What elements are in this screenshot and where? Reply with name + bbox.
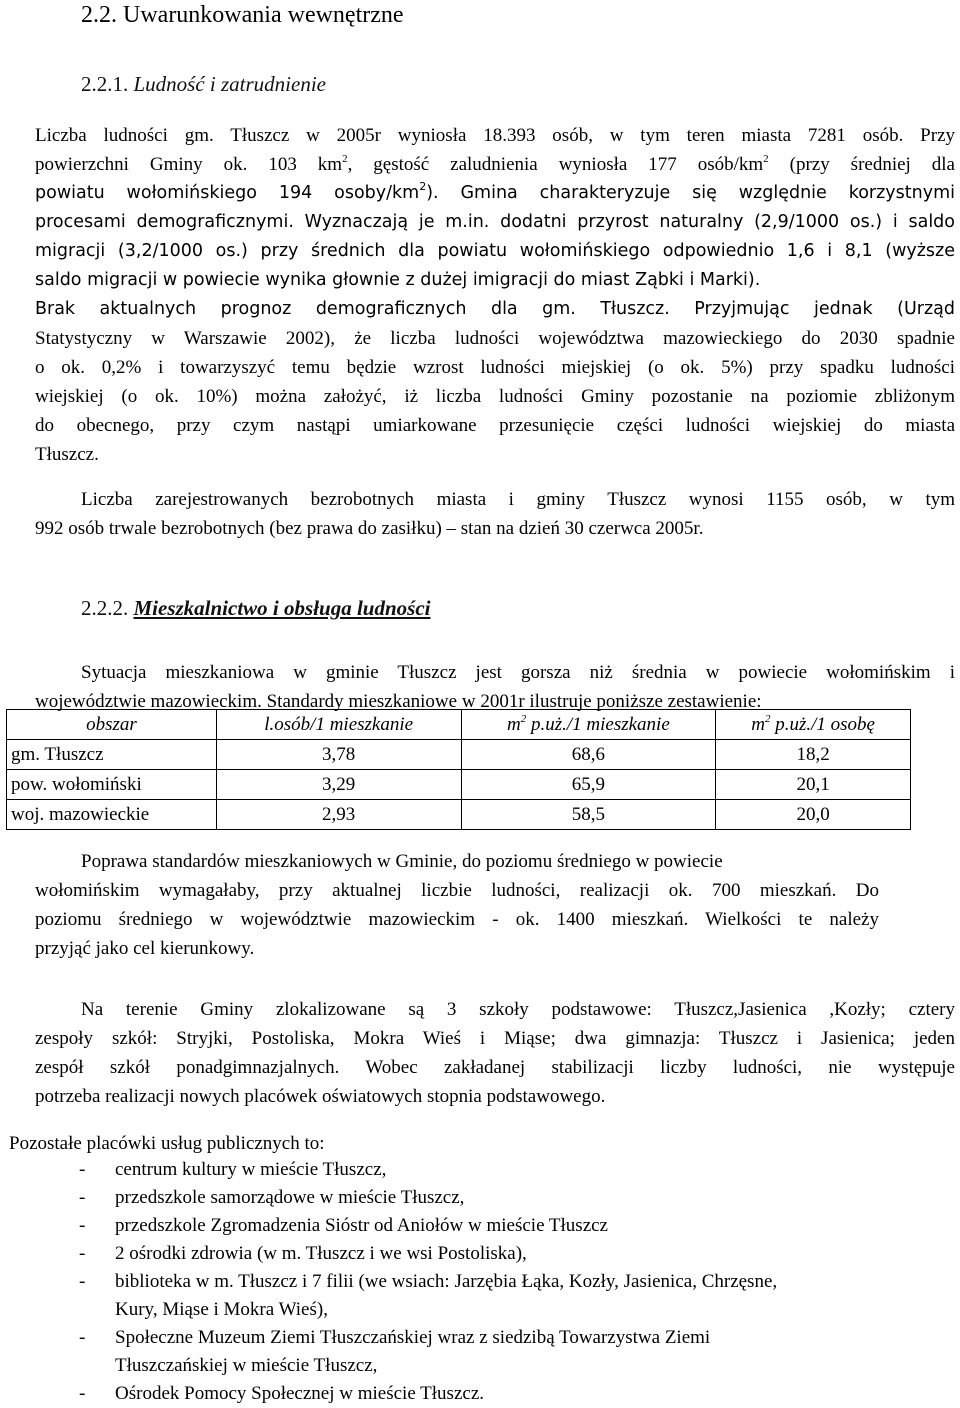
dash-bullet: - (79, 1243, 86, 1264)
text-fragment: powiatu wołomińskiego 194 osoby/km (35, 183, 420, 203)
table-cell: 65,9 (461, 770, 716, 800)
public-services-list (73, 1156, 777, 1408)
list-item (73, 1212, 777, 1240)
dash-bullet: - (79, 1187, 86, 1208)
list-item-text: Kury, Miąse i Mokra Wieś), (115, 1299, 328, 1320)
list-item-text: centrum kultury w mieście Tłuszcz, (115, 1159, 387, 1180)
dash-bullet: - (79, 1327, 86, 1348)
table-cell: 18,2 (716, 740, 911, 770)
table-cell: woj. mazowieckie (7, 800, 217, 830)
housing-standards-table (6, 709, 911, 830)
text-line (9, 150, 955, 179)
table-cell: 20,1 (716, 770, 911, 800)
housing-paragraph (9, 658, 955, 716)
table-cell: 20,0 (716, 800, 911, 830)
text-line: Liczba zarejestrowanych bezrobotnych miasta i gminy Tłuszcz wynosi 1155 osób, w tym (81, 489, 955, 510)
text-line: o ok. 0,2% i towarzyszyć temu będzie wzrost ludności miejskiej (o ok. 5%) przy spadku ludności (35, 357, 955, 378)
text-fragment: , gęstość zaludnienia wyniosła 177 osób/km (347, 154, 764, 175)
subsection-heading-population (81, 72, 326, 97)
list-item (73, 1324, 777, 1380)
text-line: wołomińskim wymagałaby, przy aktualnej liczbie ludności, realizacji ok. 700 mieszkań. Do (35, 880, 879, 901)
text-line: zespoły szkół: Stryjki, Postoliska, Mokra Wieś i Miąse; dwa gimnazja: Tłuszcz i Jasienica; jeden (35, 1028, 955, 1049)
table-cell: 68,6 (461, 740, 716, 770)
schools-paragraph (9, 995, 955, 1111)
table-cell: 3,78 (216, 740, 461, 770)
text-line: Sytuacja mieszkaniowa w gminie Tłuszcz jest gorsza niż średnia w powiecie wołomińskim i (81, 662, 955, 683)
text-line: wiejskiej (o ok. 10%) można założyć, iż liczba ludności Gminy pozostanie na poziomie zbliżonym (35, 386, 955, 407)
list-item (73, 1380, 777, 1408)
table-header-cell: obszar (7, 710, 217, 740)
table-cell: 3,29 (216, 770, 461, 800)
housing-improvement-paragraph (9, 847, 879, 963)
list-item-text: biblioteka w m. Tłuszcz i 7 filii (we wsiach: Jarzębia Łąka, Kozły, Jasienica, Chrzęsne, (115, 1271, 778, 1292)
text-fragment: powierzchni Gminy ok. 103 km (35, 154, 343, 175)
table-header-row (7, 710, 911, 740)
list-item (73, 1268, 777, 1324)
text-line: przyjąć jako cel kierunkowy. (35, 938, 255, 959)
public-services-intro (9, 1129, 955, 1158)
text-line: zespół szkół ponadgimnazjalnych. Wobec zakładanej stabilizacji liczby ludności, nie występuje (35, 1057, 955, 1078)
text-fragment: m (506, 714, 521, 735)
list-item-text: przedszkole Zgromadzenia Sióstr od Aniołów w mieście Tłuszcz (115, 1215, 608, 1236)
text-line: migracji (3,2/1000 os.) przy średnich dla powiatu wołomińskiego odpowiednio 1,6 i 8,1 (wyższe (35, 241, 955, 261)
table-header-cell: l.osób/1 mieszkanie (216, 710, 461, 740)
text-fragment: m (751, 714, 765, 735)
dash-bullet: - (79, 1383, 86, 1404)
superscript: 2 (520, 713, 527, 725)
table-header-cell (716, 710, 911, 740)
text-fragment: ). Gmina charakteryzuje się względnie korzystnymi (426, 183, 955, 203)
superscript: 2 (419, 180, 427, 193)
dash-bullet: - (79, 1159, 86, 1180)
subsection-heading-housing (81, 596, 430, 621)
text-line: poziomu średniego w województwie mazowieckim - ok. 1400 mieszkań. Wielkości te należy (35, 909, 879, 930)
subsection-number: 2.2.1. (81, 72, 129, 96)
text-line: saldo migracji w powiecie wynika głownie z dużej imigracji do miast Ząbki i Marki). (35, 270, 761, 290)
list-item-text: Społeczne Muzeum Ziemi Tłuszczańskiej wraz z siedzibą Towarzystwa Ziemi (115, 1327, 711, 1348)
text-line (9, 179, 955, 208)
text-line: Liczba ludności gm. Tłuszcz w 2005r wyniosła 18.393 osób, w tym teren miasta 7281 osób. Przy (35, 125, 955, 146)
superscript: 2 (342, 153, 348, 165)
text-line: Na terenie Gminy zlokalizowane są 3 szkoły podstawowe: Tłuszcz,Jasienica ,Kozły; cztery (81, 999, 955, 1020)
list-item (73, 1156, 777, 1184)
text-line: województwie mazowieckim. Standardy mieszkaniowe w 2001r ilustruje poniższe zestawienie: (35, 691, 762, 712)
table-row (7, 740, 911, 770)
table-cell: pow. wołomiński (7, 770, 217, 800)
dash-bullet: - (79, 1271, 86, 1292)
list-item-text: Tłuszczańskiej w mieście Tłuszcz, (115, 1355, 378, 1376)
table-row (7, 770, 911, 800)
list-item-text: przedszkole samorządowe w mieście Tłuszcz, (115, 1187, 465, 1208)
superscript: 2 (763, 153, 769, 165)
text-line: do obecnego, przy czym nastąpi umiarkowane przesunięcie części ludności wiejskiej do miasta (35, 415, 955, 436)
superscript: 2 (764, 713, 771, 725)
list-item-text: Ośrodek Pomocy Społecznej w mieście Tłuszcz. (115, 1383, 484, 1404)
text-line: Poprawa standardów mieszkaniowych w Gminie, do poziomu średniego w powiecie (81, 851, 723, 872)
text-line: Brak aktualnych prognoz demograficznych dla gm. Tłuszcz. Przyjmując jednak (Urząd (35, 299, 955, 319)
list-item (73, 1184, 777, 1212)
text-line: Pozostałe placówki usług publicznych to: (9, 1133, 325, 1154)
text-line: procesami demograficznymi. Wyznaczają je m.in. dodatni przyrost naturalny (2,9/1000 os.) i saldo (35, 212, 955, 232)
table-cell: 58,5 (461, 800, 716, 830)
table-row (7, 800, 911, 830)
text-line: potrzeba realizacji nowych placówek oświatowych stopnia podstawowego. (35, 1086, 606, 1107)
text-fragment: (przy średniej dla (768, 154, 955, 175)
table-cell: gm. Tłuszcz (7, 740, 217, 770)
list-item-text: 2 ośrodki zdrowia (w m. Tłuszcz i we wsi Postoliska), (115, 1243, 527, 1264)
subsection-title: Ludność i zatrudnienie (133, 72, 326, 96)
population-paragraph (9, 121, 955, 469)
text-fragment: p.uż./1 osobę (770, 714, 875, 735)
table-header-cell (461, 710, 716, 740)
subsection-number: 2.2.2. (81, 596, 129, 620)
table-cell: 2,93 (216, 800, 461, 830)
dash-bullet: - (79, 1215, 86, 1236)
unemployment-paragraph (9, 485, 955, 543)
text-line: Tłuszcz. (35, 444, 99, 465)
section-title: 2.2. Uwarunkowania wewnętrzne (81, 2, 404, 28)
text-fragment: p.uż./1 mieszkanie (526, 714, 670, 735)
subsection-title: Mieszkalnictwo i obsługa ludności (133, 596, 431, 620)
text-line: Statystyczny w Warszawie 2002), że liczba ludności województwa mazowieckiego do 2030 spadnie (35, 328, 955, 349)
list-item (73, 1240, 777, 1268)
text-line: 992 osób trwale bezrobotnych (bez prawa do zasiłku) – stan na dzień 30 czerwca 2005r. (35, 518, 704, 539)
